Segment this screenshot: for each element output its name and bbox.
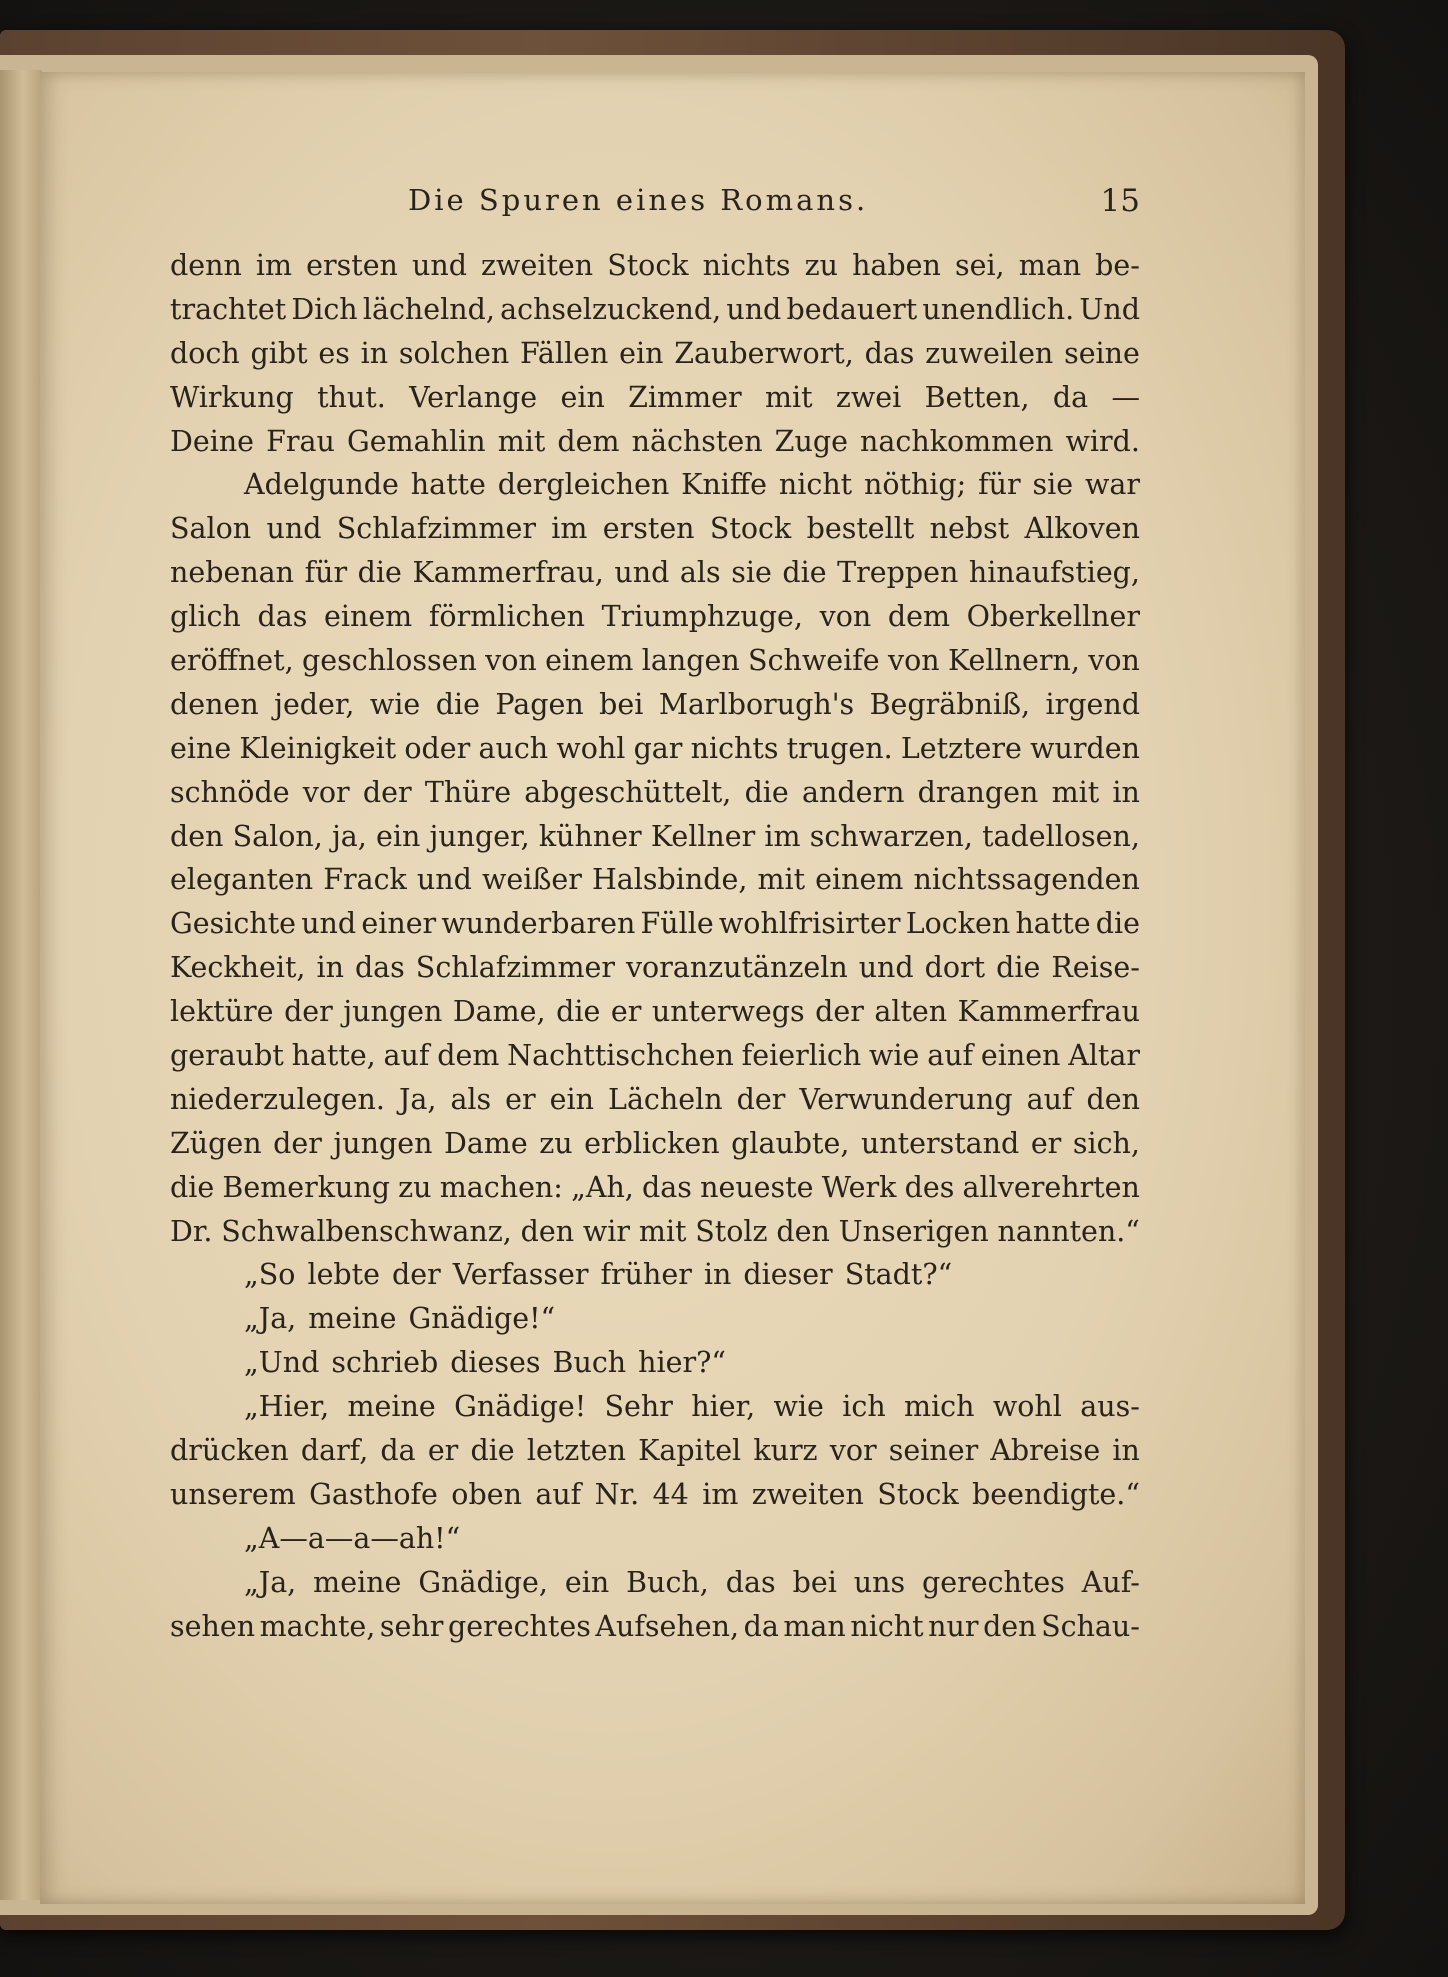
text-line: Zügen der jungen Dame zu erblicken glaubte, unterstand er sich, bbox=[170, 1126, 1140, 1160]
text-line: geraubt hatte, auf dem Nachttischchen feierlich wie auf einen Altar bbox=[170, 1039, 1140, 1073]
text-line: drücken darf, da er die letzten Kapitel kurz vor seiner Abreise in bbox=[170, 1434, 1140, 1468]
text-line: Dr. Schwalbenschwanz, den wir mit Stolz den Unserigen nannten.“ bbox=[170, 1214, 1140, 1248]
text-line: lektüre der jungen Dame, die er unterwegs der alten Kammerfrau bbox=[170, 995, 1140, 1029]
text-line: „A—a—a—ah!“ bbox=[244, 1521, 461, 1555]
text-line: sehen machte, sehr gerechtes Aufsehen, da man nicht nur den Schau- bbox=[170, 1609, 1140, 1643]
page-number: 15 bbox=[1100, 183, 1140, 219]
text-line: den Salon, ja, ein junger, kühner Kellner im schwarzen, tadellosen, bbox=[170, 819, 1140, 853]
text-line: nebenan für die Kammerfrau, und als sie die Treppen hinaufstieg, bbox=[170, 556, 1140, 590]
text-line: „Ja, meine Gnädige, ein Buch, das bei uns gerechtes Auf- bbox=[244, 1565, 1140, 1599]
text-line: „Ja, meine Gnädige!“ bbox=[244, 1302, 556, 1336]
left-page-edge bbox=[0, 70, 42, 1900]
text-line: trachtet Dich lächelnd, achselzuckend, und bedauert unendlich. Und bbox=[170, 292, 1140, 326]
running-header bbox=[170, 183, 1140, 227]
text-line: unserem Gasthofe oben auf Nr. 44 im zweiten Stock beendigte.“ bbox=[170, 1477, 1140, 1511]
text-line: „Hier, meine Gnädige! Sehr hier, wie ich mich wohl aus- bbox=[244, 1390, 1140, 1424]
text-line: Deine Frau Gemahlin mit dem nächsten Zuge nachkommen wird. bbox=[170, 424, 1140, 458]
text-line: glich das einem förmlichen Triumphzuge, von dem Oberkellner bbox=[170, 600, 1140, 634]
page-text bbox=[170, 183, 1140, 1649]
text-line: denen jeder, wie die Pagen bei Marlborugh's Begräbniß, irgend bbox=[170, 687, 1140, 721]
text-line: Wirkung thut. Verlange ein Zimmer mit zwei Betten, da — bbox=[170, 380, 1140, 414]
text-line: Keckheit, in das Schlafzimmer voranzutänzeln und dort die Reise- bbox=[170, 951, 1140, 985]
running-title: Die Spuren eines Romans. bbox=[408, 183, 869, 217]
body-text bbox=[170, 244, 1140, 1649]
text-line: die Bemerkung zu machen: „Ah, das neueste Werk des allverehrten bbox=[170, 1170, 1140, 1204]
text-line: eröffnet, geschlossen von einem langen Schweife von Kellnern, von bbox=[170, 644, 1140, 678]
text-line: Salon und Schlafzimmer im ersten Stock bestellt nebst Alkoven bbox=[170, 512, 1140, 546]
text-line: „So lebte der Verfasser früher in dieser Stadt?“ bbox=[244, 1258, 953, 1292]
text-line: eine Kleinigkeit oder auch wohl gar nichts trugen. Letztere wurden bbox=[170, 731, 1140, 765]
text-line: „Und schrieb dieses Buch hier?“ bbox=[244, 1346, 726, 1380]
text-line: schnöde vor der Thüre abgeschüttelt, die andern drangen mit in bbox=[170, 775, 1140, 809]
text-line: Adelgunde hatte dergleichen Kniffe nicht nöthig; für sie war bbox=[244, 468, 1140, 502]
text-line: eleganten Frack und weißer Halsbinde, mit einem nichtssagenden bbox=[170, 863, 1140, 897]
text-line: doch gibt es in solchen Fällen ein Zauberwort, das zuweilen seine bbox=[170, 336, 1140, 370]
text-line: denn im ersten und zweiten Stock nichts zu haben sei, man be- bbox=[170, 249, 1140, 282]
text-line: Gesichte und einer wunderbaren Fülle wohlfrisirter Locken hatte die bbox=[170, 907, 1140, 941]
text-line: niederzulegen. Ja, als er ein Lächeln der Verwunderung auf den bbox=[170, 1082, 1140, 1116]
